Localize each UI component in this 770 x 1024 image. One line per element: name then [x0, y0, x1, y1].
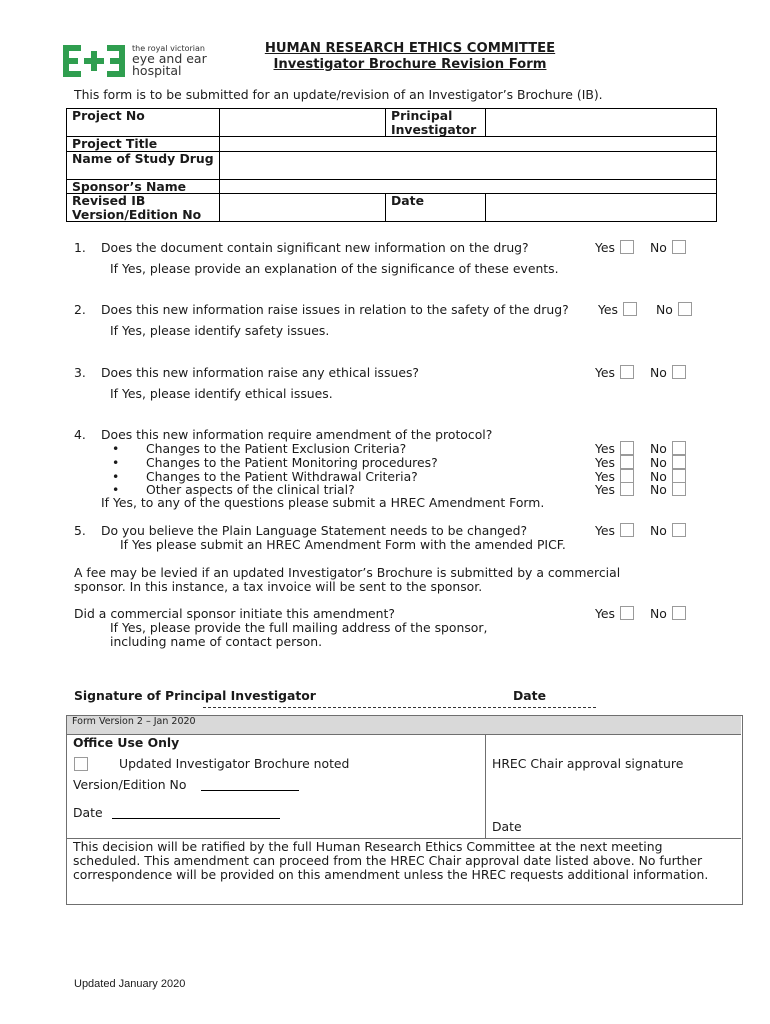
q1-text: Does the document contain significant new information on the drug? [101, 240, 529, 255]
q4a-no[interactable] [650, 441, 686, 456]
hospital-logo [62, 44, 207, 80]
project-title-label: Project Title [67, 137, 220, 152]
q4-text: Does this new information require amendment of the protocol? [101, 427, 493, 442]
study-drug-label: Name of Study Drug [67, 151, 220, 179]
q4d-no-checkbox[interactable] [672, 482, 686, 496]
yes-label: Yes [595, 469, 616, 484]
q2-number: 2. [74, 302, 86, 317]
form-title: Investigator Brochure Revision Form [273, 57, 547, 72]
intro-text: This form is to be submitted for an update/revision of an Investigator’s Brochure (IB). [74, 87, 603, 102]
no-label: No [650, 523, 667, 538]
yes-label: Yes [595, 482, 616, 497]
q4-number: 4. [74, 427, 86, 442]
logo-org-line1: eye and ear [132, 51, 207, 66]
q1-sub: If Yes, please provide an explanation of the significance of these events. [110, 261, 559, 276]
sponsor-no[interactable] [650, 606, 686, 621]
e-plus-e-logo-icon [62, 44, 128, 78]
revised-ib-label: Revised IB Version/Edition No [67, 194, 220, 222]
yes-label: Yes [595, 606, 616, 621]
q4d-yes-checkbox[interactable] [620, 482, 634, 496]
signature-line[interactable] [203, 707, 596, 708]
q4-item: Changes to the Patient Withdrawal Criteria? [146, 469, 418, 484]
q4a-yes-checkbox[interactable] [620, 441, 634, 455]
logo-org-line2: hospital [132, 63, 182, 78]
project-title-field[interactable] [220, 137, 717, 152]
q5-text: Do you believe the Plain Language Statement needs to be changed? [101, 523, 528, 538]
q4-item: Changes to the Patient Monitoring procedures? [146, 455, 438, 470]
q4b-no[interactable] [650, 455, 686, 470]
office-divider [485, 735, 486, 838]
committee-title: HUMAN RESEARCH ETHICS COMMITTEE [264, 41, 556, 56]
principal-investigator-field[interactable] [486, 109, 717, 137]
sponsor-yes[interactable] [595, 606, 634, 621]
q3-no[interactable] [650, 365, 686, 380]
q5-yes[interactable] [595, 523, 634, 538]
q3-text: Does this new information raise any ethical issues? [101, 365, 419, 380]
revised-ib-field[interactable] [220, 194, 386, 222]
q2-text: Does this new information raise issues in relation to the safety of the drug? [101, 302, 569, 317]
sponsor-no-checkbox[interactable] [672, 606, 686, 620]
no-label: No [656, 302, 673, 317]
q4d-yes[interactable] [595, 482, 634, 497]
q4b-yes[interactable] [595, 455, 634, 470]
no-label: No [650, 441, 667, 456]
q5-no-checkbox[interactable] [672, 523, 686, 537]
yes-label: Yes [595, 441, 616, 456]
bullet-icon: • [112, 455, 120, 470]
q3-yes[interactable] [595, 365, 634, 380]
office-heading: Office Use Only [73, 735, 180, 750]
sponsor-yes-checkbox[interactable] [620, 606, 634, 620]
office-date-label: Date [73, 805, 103, 820]
q4a-no-checkbox[interactable] [672, 441, 686, 455]
office-version-field[interactable] [201, 790, 299, 791]
q3-no-checkbox[interactable] [672, 365, 686, 379]
no-label: No [650, 606, 667, 621]
q4b-yes-checkbox[interactable] [620, 455, 634, 469]
q5-sub: If Yes please submit an HREC Amendment Form with the amended PICF. [120, 537, 566, 552]
no-label: No [650, 365, 667, 380]
q1-yes[interactable] [595, 240, 634, 255]
sponsor-sub2: including name of contact person. [110, 634, 323, 649]
fee-line2: sponsor. In this instance, a tax invoice will be sent to the sponsor. [74, 579, 483, 594]
yes-label: Yes [598, 302, 619, 317]
project-no-field[interactable] [220, 109, 386, 137]
sponsor-question: Did a commercial sponsor initiate this amendment? [74, 606, 395, 621]
q4c-no-checkbox[interactable] [672, 469, 686, 483]
logo-org-small: the royal victorian [132, 44, 205, 53]
signature-label: Signature of Principal Investigator [74, 688, 316, 703]
sponsor-name-field[interactable] [220, 179, 717, 194]
form-version: Form Version 2 – Jan 2020 [72, 716, 196, 727]
q1-no[interactable] [650, 240, 686, 255]
q5-number: 5. [74, 523, 86, 538]
office-version-label: Version/Edition No [73, 777, 187, 792]
q2-no-checkbox[interactable] [678, 302, 692, 316]
q3-sub: If Yes, please identify ethical issues. [110, 386, 333, 401]
no-label: No [650, 240, 667, 255]
no-label: No [650, 482, 667, 497]
fee-line1: A fee may be levied if an updated Investigator’s Brochure is submitted by a commercial [74, 565, 621, 580]
q2-yes[interactable] [598, 302, 637, 317]
sponsor-sub1: If Yes, please provide the full mailing address of the sponsor, [110, 620, 488, 635]
bullet-icon: • [112, 482, 120, 497]
signature-date-label: Date [513, 688, 546, 703]
q1-yes-checkbox[interactable] [620, 240, 634, 254]
no-label: No [650, 469, 667, 484]
q4-item: Other aspects of the clinical trial? [146, 482, 355, 497]
sponsor-name-label: Sponsor’s Name [67, 179, 220, 194]
q4b-no-checkbox[interactable] [672, 455, 686, 469]
q1-no-checkbox[interactable] [672, 240, 686, 254]
q5-yes-checkbox[interactable] [620, 523, 634, 537]
project-info-table [66, 108, 717, 222]
q5-no[interactable] [650, 523, 686, 538]
office-date-field[interactable] [112, 818, 280, 819]
q1-number: 1. [74, 240, 86, 255]
yes-label: Yes [595, 240, 616, 255]
principal-investigator-label: Principal Investigator [386, 109, 486, 137]
yes-label: Yes [595, 365, 616, 380]
q4c-yes-checkbox[interactable] [620, 469, 634, 483]
q4a-yes[interactable] [595, 441, 634, 456]
bullet-icon: • [112, 469, 120, 484]
date-field[interactable] [486, 194, 717, 222]
yes-label: Yes [595, 523, 616, 538]
footer-updated: Updated January 2020 [74, 978, 186, 990]
office-note: This decision will be ratified by the full Human Research Ethics Committee at the next meeting scheduled. This amendment can proceed from the HREC Chair approval date listed above. No further correspondence will be provided on this amendment unless the HREC requests additional information. [73, 839, 709, 882]
q2-yes-checkbox[interactable] [623, 302, 637, 316]
chair-signature-label: HREC Chair approval signature [492, 756, 684, 771]
no-label: No [650, 455, 667, 470]
q3-yes-checkbox[interactable] [620, 365, 634, 379]
bullet-icon: • [112, 441, 120, 456]
study-drug-field[interactable] [220, 151, 717, 179]
q4-item: Changes to the Patient Exclusion Criteria? [146, 441, 407, 456]
q3-number: 3. [74, 365, 86, 380]
q2-no[interactable] [656, 302, 692, 317]
chair-date-label: Date [492, 819, 522, 834]
q4-sub: If Yes, to any of the questions please submit a HREC Amendment Form. [101, 495, 545, 510]
ib-noted-label: Updated Investigator Brochure noted [119, 756, 350, 771]
q2-sub: If Yes, please identify safety issues. [110, 323, 330, 338]
yes-label: Yes [595, 455, 616, 470]
project-no-label: Project No [67, 109, 220, 137]
q4d-no[interactable] [650, 482, 686, 497]
ib-noted-checkbox[interactable] [74, 757, 88, 771]
date-label: Date [386, 194, 486, 222]
